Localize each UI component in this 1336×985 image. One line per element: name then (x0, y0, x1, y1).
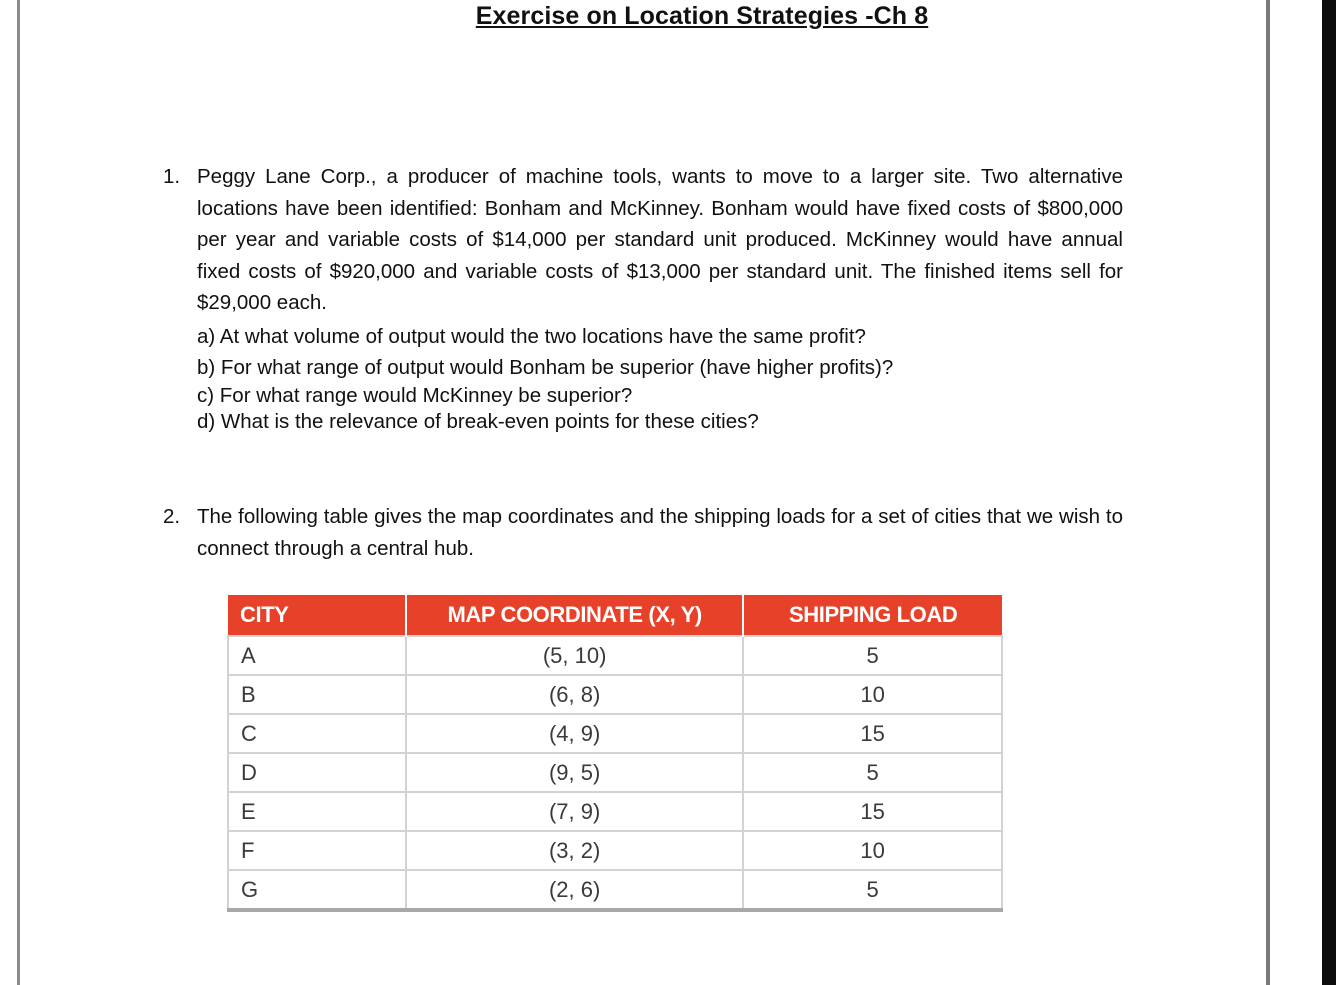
city-cell: B (228, 675, 406, 714)
city-cell: C (228, 714, 406, 753)
page-title: Exercise on Location Strategies -Ch 8 (475, 2, 929, 30)
question-1-text: Peggy Lane Corp., a producer of machine tools, wants to move to a larger site. Two alternative locations have been identified: Bonham and McKinney. Bonham would have fixed costs of $800,000 per year and variable costs of $14,000 per standard unit produced. McKinney would have annual fixed costs of $920,000 and variable costs of $13,000 per standard unit. The finished items sell for $29,000 each. (197, 165, 1123, 314)
table-row (228, 753, 1002, 792)
coordinate-cell: (7, 9) (406, 792, 743, 831)
city-cell: D (228, 753, 406, 792)
city-cell: G (228, 870, 406, 910)
coordinate-cell: (2, 6) (406, 870, 743, 910)
table-row (228, 870, 1002, 910)
table-row (228, 714, 1002, 753)
page-left-border (17, 0, 20, 985)
city-table (227, 595, 1003, 912)
city-cell: E (228, 792, 406, 831)
table-row (228, 675, 1002, 714)
load-cell: 15 (743, 792, 1002, 831)
coordinate-cell: (5, 10) (406, 636, 743, 675)
question-2-text: The following table gives the map coordinates and the shipping loads for a set of cities that we wish to connect through a central hub. (197, 505, 1123, 560)
question-1 (163, 161, 1123, 435)
header-city: CITY (228, 595, 406, 636)
coordinate-cell: (6, 8) (406, 675, 743, 714)
question-1-parts (197, 321, 1123, 435)
page-right-border (1266, 0, 1270, 985)
question-2-number: 2. (163, 505, 181, 528)
question-1-part-d: d) What is the relevance of break-even points for these cities? (197, 409, 759, 433)
header-load: SHIPPING LOAD (743, 595, 1002, 636)
table-row (228, 636, 1002, 675)
question-1-number: 1. (163, 165, 181, 188)
table-row (228, 831, 1002, 870)
load-cell: 10 (743, 675, 1002, 714)
city-cell: A (228, 636, 406, 675)
table-row (228, 792, 1002, 831)
header-coordinate: MAP COORDINATE (X, Y) (406, 595, 743, 636)
question-2 (163, 501, 1123, 564)
coordinate-cell: (4, 9) (406, 714, 743, 753)
question-1-part-a: a) At what volume of output would the two locations have the same profit? (197, 324, 866, 348)
question-1-part-b: b) For what range of output would Bonham be superior (have higher profits)? (197, 355, 894, 379)
load-cell: 15 (743, 714, 1002, 753)
load-cell: 5 (743, 636, 1002, 675)
coordinate-cell: (3, 2) (406, 831, 743, 870)
table-header-row (228, 595, 1002, 636)
load-cell: 5 (743, 870, 1002, 910)
coordinate-cell: (9, 5) (406, 753, 743, 792)
city-cell: F (228, 831, 406, 870)
question-1-part-c: c) For what range would McKinney be superior? (197, 383, 633, 407)
window-edge (1322, 0, 1336, 985)
load-cell: 10 (743, 831, 1002, 870)
load-cell: 5 (743, 753, 1002, 792)
